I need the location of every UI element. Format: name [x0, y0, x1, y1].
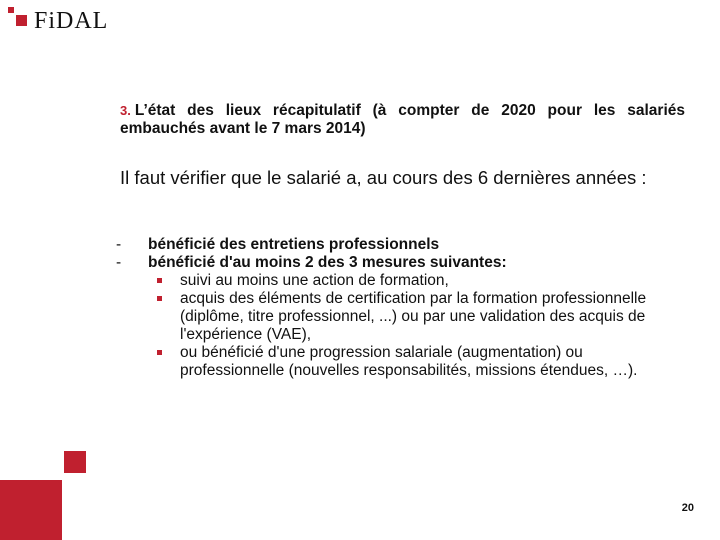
list-item-text: bénéficié d'au moins 2 des 3 mesures suivantes: — [148, 254, 507, 271]
square-bullet-icon — [157, 278, 162, 283]
section-title: L’état des lieux récapitulatif (à compter de 2020 pour les salariés embauchés avant le 7 mars 2014) — [120, 102, 685, 137]
list-item — [116, 254, 696, 272]
decorative-square-large — [0, 480, 62, 540]
section-number: 3. — [120, 103, 131, 118]
sublist-item — [116, 272, 696, 290]
sublist-item-text: ou bénéficié d'une progression salariale (augmentation) ou professionnelle (nouvelles responsabilités, missions étendues, …). — [180, 344, 638, 379]
measures-sublist — [116, 272, 696, 380]
page-number: 20 — [681, 502, 694, 514]
section-heading — [120, 102, 685, 138]
intro-text: Il faut vérifier que le salarié a, au cours des 6 dernières années : — [120, 167, 647, 188]
fidal-logo — [8, 7, 118, 33]
logo-square-large — [16, 15, 27, 26]
list-item — [116, 236, 696, 254]
sublist-item-text: suivi au moins une action de formation, — [180, 272, 449, 289]
dash-marker: - — [116, 236, 122, 253]
logo-wordmark: FiDAL — [34, 8, 109, 34]
sublist-item — [116, 344, 696, 380]
sublist-item — [116, 290, 696, 344]
decorative-square-small — [64, 451, 86, 473]
sublist-item-text: acquis des éléments de certification par la formation professionnelle (diplôme, titre professionnel, ...) ou par une validation des acquis de l'expérience (VAE), — [180, 290, 647, 343]
square-bullet-icon — [157, 296, 162, 301]
list-item-text: bénéficié des entretiens professionnels — [148, 236, 440, 253]
dash-marker: - — [116, 254, 122, 271]
criteria-list — [116, 236, 696, 380]
logo-square-small — [8, 7, 14, 13]
square-bullet-icon — [157, 350, 162, 355]
